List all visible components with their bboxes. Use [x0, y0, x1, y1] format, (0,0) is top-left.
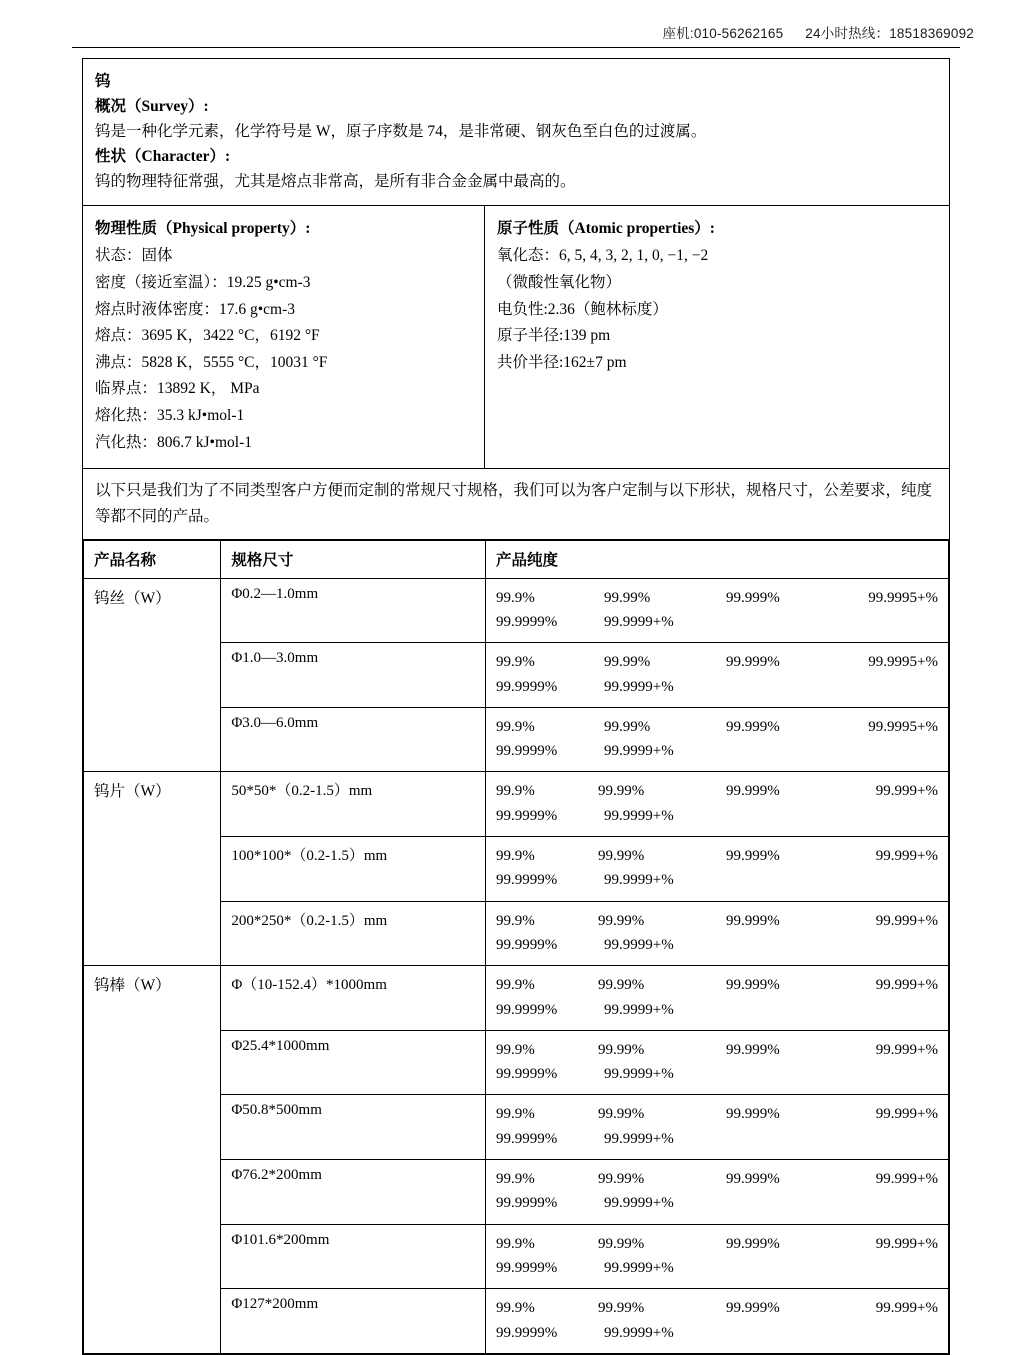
- purity-value: 99.9999%: [495, 936, 558, 953]
- purity-value: 99.999+%: [875, 1235, 938, 1252]
- customization-note: 以下只是我们为了不同类型客户方便而定制的常规尺寸规格，我们可以为客户定制与以下形状，规格尺寸，公差要求，纯度等都不同的产品。: [83, 469, 949, 539]
- purity-cell: [485, 1289, 948, 1354]
- purity-cell: [485, 1030, 948, 1095]
- purity-value: 99.9999+%: [603, 1130, 674, 1147]
- purity-value: 99.9999%: [495, 613, 558, 630]
- purity-value: 99.9999+%: [603, 613, 674, 630]
- purity-cell: [485, 772, 948, 837]
- atomic-item: （微酸性氧化物）: [497, 273, 622, 291]
- physical-property-title: 物理性质（Physical property）:: [95, 219, 311, 237]
- atomic-item: 共价半径:162±7 pm: [497, 353, 627, 371]
- size-cell: 200*250*（0.2-1.5）mm: [221, 901, 486, 966]
- purity-value: 99.9%: [495, 912, 535, 929]
- purity-value: 99.99%: [603, 654, 651, 671]
- purity-value: 99.9%: [495, 589, 535, 606]
- purity-value: 99.9999%: [495, 1066, 558, 1083]
- purity-value: 99.9999%: [495, 872, 558, 889]
- purity-value: 99.9999+%: [603, 743, 674, 760]
- purity-value: 99.9999%: [495, 1259, 558, 1276]
- purity-value: 99.9%: [495, 1235, 535, 1252]
- purity-value: 99.9%: [495, 848, 535, 865]
- purity-value: 99.99%: [597, 1300, 645, 1317]
- purity-value: 99.9999%: [495, 1195, 558, 1212]
- purity-value: 99.9%: [495, 654, 535, 671]
- purity-value: 99.999%: [725, 1041, 780, 1058]
- purity-value: 99.999%: [725, 912, 780, 929]
- specification-table: [83, 540, 949, 1354]
- atomic-property-column: [485, 206, 949, 469]
- purity-value: 99.999+%: [875, 912, 938, 929]
- purity-value: 99.9999%: [495, 1001, 558, 1018]
- atomic-property-title: 原子性质（Atomic properties）:: [497, 219, 715, 237]
- product-name-cell: 钨片（W）: [84, 772, 221, 966]
- physical-item: 临界点：13892 K， MPa: [95, 380, 260, 398]
- purity-value: 99.9999+%: [603, 678, 674, 695]
- size-cell: Φ25.4*1000mm: [221, 1030, 486, 1095]
- purity-cell: [485, 901, 948, 966]
- purity-value: 99.999%: [725, 1235, 780, 1252]
- landline-text: 座机:010-56262165: [662, 26, 784, 41]
- purity-value: 99.9999+%: [603, 936, 674, 953]
- purity-value: 99.99%: [597, 912, 645, 929]
- table-row: [84, 578, 949, 643]
- table-header-row: [84, 540, 949, 578]
- intro-section: [83, 59, 949, 206]
- document-body: [82, 58, 950, 1355]
- purity-value: 99.999+%: [875, 848, 938, 865]
- purity-value: 99.999%: [725, 589, 780, 606]
- purity-value: 99.9999+%: [603, 1259, 674, 1276]
- table-row: [84, 966, 949, 1031]
- purity-value: 99.999+%: [875, 1300, 938, 1317]
- physical-item: 熔点时液体密度：17.6 g•cm-3: [95, 300, 296, 318]
- atomic-item: 氧化态：6, 5, 4, 3, 2, 1, 0, −1, −2: [497, 247, 709, 265]
- purity-value: 99.999%: [725, 1106, 780, 1123]
- purity-value: 99.9999%: [495, 1324, 558, 1341]
- purity-cell: [485, 1224, 948, 1289]
- purity-value: 99.999+%: [875, 1041, 938, 1058]
- purity-value: 99.999+%: [875, 1171, 938, 1188]
- size-cell: Φ127*200mm: [221, 1289, 486, 1354]
- atomic-item: 原子半径:139 pm: [497, 327, 611, 345]
- physical-item: 沸点：5828 K，5555 °C，10031 °F: [95, 353, 328, 371]
- purity-value: 99.9%: [495, 1041, 535, 1058]
- purity-value: 99.9%: [495, 977, 535, 994]
- column-header-size: 规格尺寸: [221, 540, 486, 578]
- purity-value: 99.9999+%: [603, 1195, 674, 1212]
- purity-value: 99.999+%: [875, 977, 938, 994]
- size-cell: Φ50.8*500mm: [221, 1095, 486, 1160]
- page-header: [0, 22, 1032, 42]
- physical-item: 熔化热：35.3 kJ•mol-1: [95, 407, 245, 425]
- size-cell: Φ76.2*200mm: [221, 1160, 486, 1225]
- physical-item: 密度（接近室温）：19.25 g•cm-3: [95, 273, 311, 291]
- purity-value: 99.9%: [495, 1106, 535, 1123]
- purity-value: 99.99%: [597, 1235, 645, 1252]
- physical-item: 状态：固体: [95, 247, 173, 265]
- purity-cell: [485, 578, 948, 643]
- table-row: [84, 772, 949, 837]
- purity-value: 99.999%: [725, 1171, 780, 1188]
- atomic-item: 电负性:2.36（鲍林标度）: [497, 300, 668, 318]
- survey-label: 概况（Survey）:: [95, 98, 209, 116]
- purity-value: 99.999+%: [875, 1106, 938, 1123]
- size-cell: 100*100*（0.2-1.5）mm: [221, 837, 486, 902]
- purity-value: 99.9999+%: [603, 807, 674, 824]
- purity-cell: [485, 643, 948, 708]
- physical-item: 汽化热：806.7 kJ•mol-1: [95, 433, 252, 451]
- purity-value: 99.9%: [495, 1171, 535, 1188]
- purity-value: 99.9999+%: [603, 1001, 674, 1018]
- purity-value: 99.999%: [725, 783, 780, 800]
- purity-value: 99.9999+%: [603, 1066, 674, 1083]
- size-cell: Φ1.0—3.0mm: [221, 643, 486, 708]
- purity-value: 99.99%: [597, 977, 645, 994]
- purity-value: 99.99%: [597, 1106, 645, 1123]
- purity-value: 99.999%: [725, 1300, 780, 1317]
- purity-value: 99.9999+%: [603, 1324, 674, 1341]
- size-cell: 50*50*（0.2-1.5）mm: [221, 772, 486, 837]
- purity-value: 99.9995+%: [868, 654, 938, 671]
- character-text: 钨的物理特征常强，尤其是熔点非常高，是所有非合金金属中最高的。: [95, 173, 576, 191]
- properties-section: [83, 206, 949, 470]
- element-title: 钨: [95, 73, 111, 90]
- purity-value: 99.9995+%: [868, 589, 938, 606]
- purity-value: 99.9%: [495, 718, 535, 735]
- hotline-text: 24小时热线：18518369092: [805, 26, 974, 41]
- character-label: 性状（Character）:: [95, 148, 231, 166]
- purity-value: 99.99%: [597, 1041, 645, 1058]
- product-name-cell: 钨棒（W）: [84, 966, 221, 1354]
- size-cell: Φ（10-152.4）*1000mm: [221, 966, 486, 1031]
- purity-cell: [485, 837, 948, 902]
- purity-cell: [485, 707, 948, 772]
- purity-value: 99.9%: [495, 783, 535, 800]
- survey-text: 钨是一种化学元素，化学符号是 W，原子序数是 74，是非常硬、钢灰色至白色的过渡属。: [95, 123, 707, 141]
- purity-cell: [485, 966, 948, 1031]
- purity-value: 99.99%: [597, 848, 645, 865]
- purity-value: 99.9999%: [495, 1130, 558, 1147]
- purity-value: 99.999%: [725, 654, 780, 671]
- size-cell: Φ0.2—1.0mm: [221, 578, 486, 643]
- size-cell: Φ3.0—6.0mm: [221, 707, 486, 772]
- purity-value: 99.999%: [725, 848, 780, 865]
- purity-value: 99.9999%: [495, 743, 558, 760]
- purity-cell: [485, 1160, 948, 1225]
- purity-value: 99.999%: [725, 718, 780, 735]
- purity-value: 99.9995+%: [868, 718, 938, 735]
- physical-property-column: [83, 206, 485, 469]
- purity-value: 99.99%: [603, 718, 651, 735]
- purity-value: 99.999%: [725, 977, 780, 994]
- column-header-purity: 产品纯度: [485, 540, 948, 578]
- purity-value: 99.99%: [603, 589, 651, 606]
- purity-value: 99.999+%: [875, 783, 938, 800]
- size-cell: Φ101.6*200mm: [221, 1224, 486, 1289]
- purity-value: 99.9999+%: [603, 872, 674, 889]
- purity-value: 99.9999%: [495, 678, 558, 695]
- purity-value: 99.99%: [597, 1171, 645, 1188]
- purity-cell: [485, 1095, 948, 1160]
- header-divider: [72, 47, 960, 48]
- physical-item: 熔点：3695 K，3422 °C，6192 °F: [95, 327, 320, 345]
- purity-value: 99.9%: [495, 1300, 535, 1317]
- column-header-product-name: 产品名称: [84, 540, 221, 578]
- product-name-cell: 钨丝（W）: [84, 578, 221, 772]
- purity-value: 99.99%: [597, 783, 645, 800]
- purity-value: 99.9999%: [495, 807, 558, 824]
